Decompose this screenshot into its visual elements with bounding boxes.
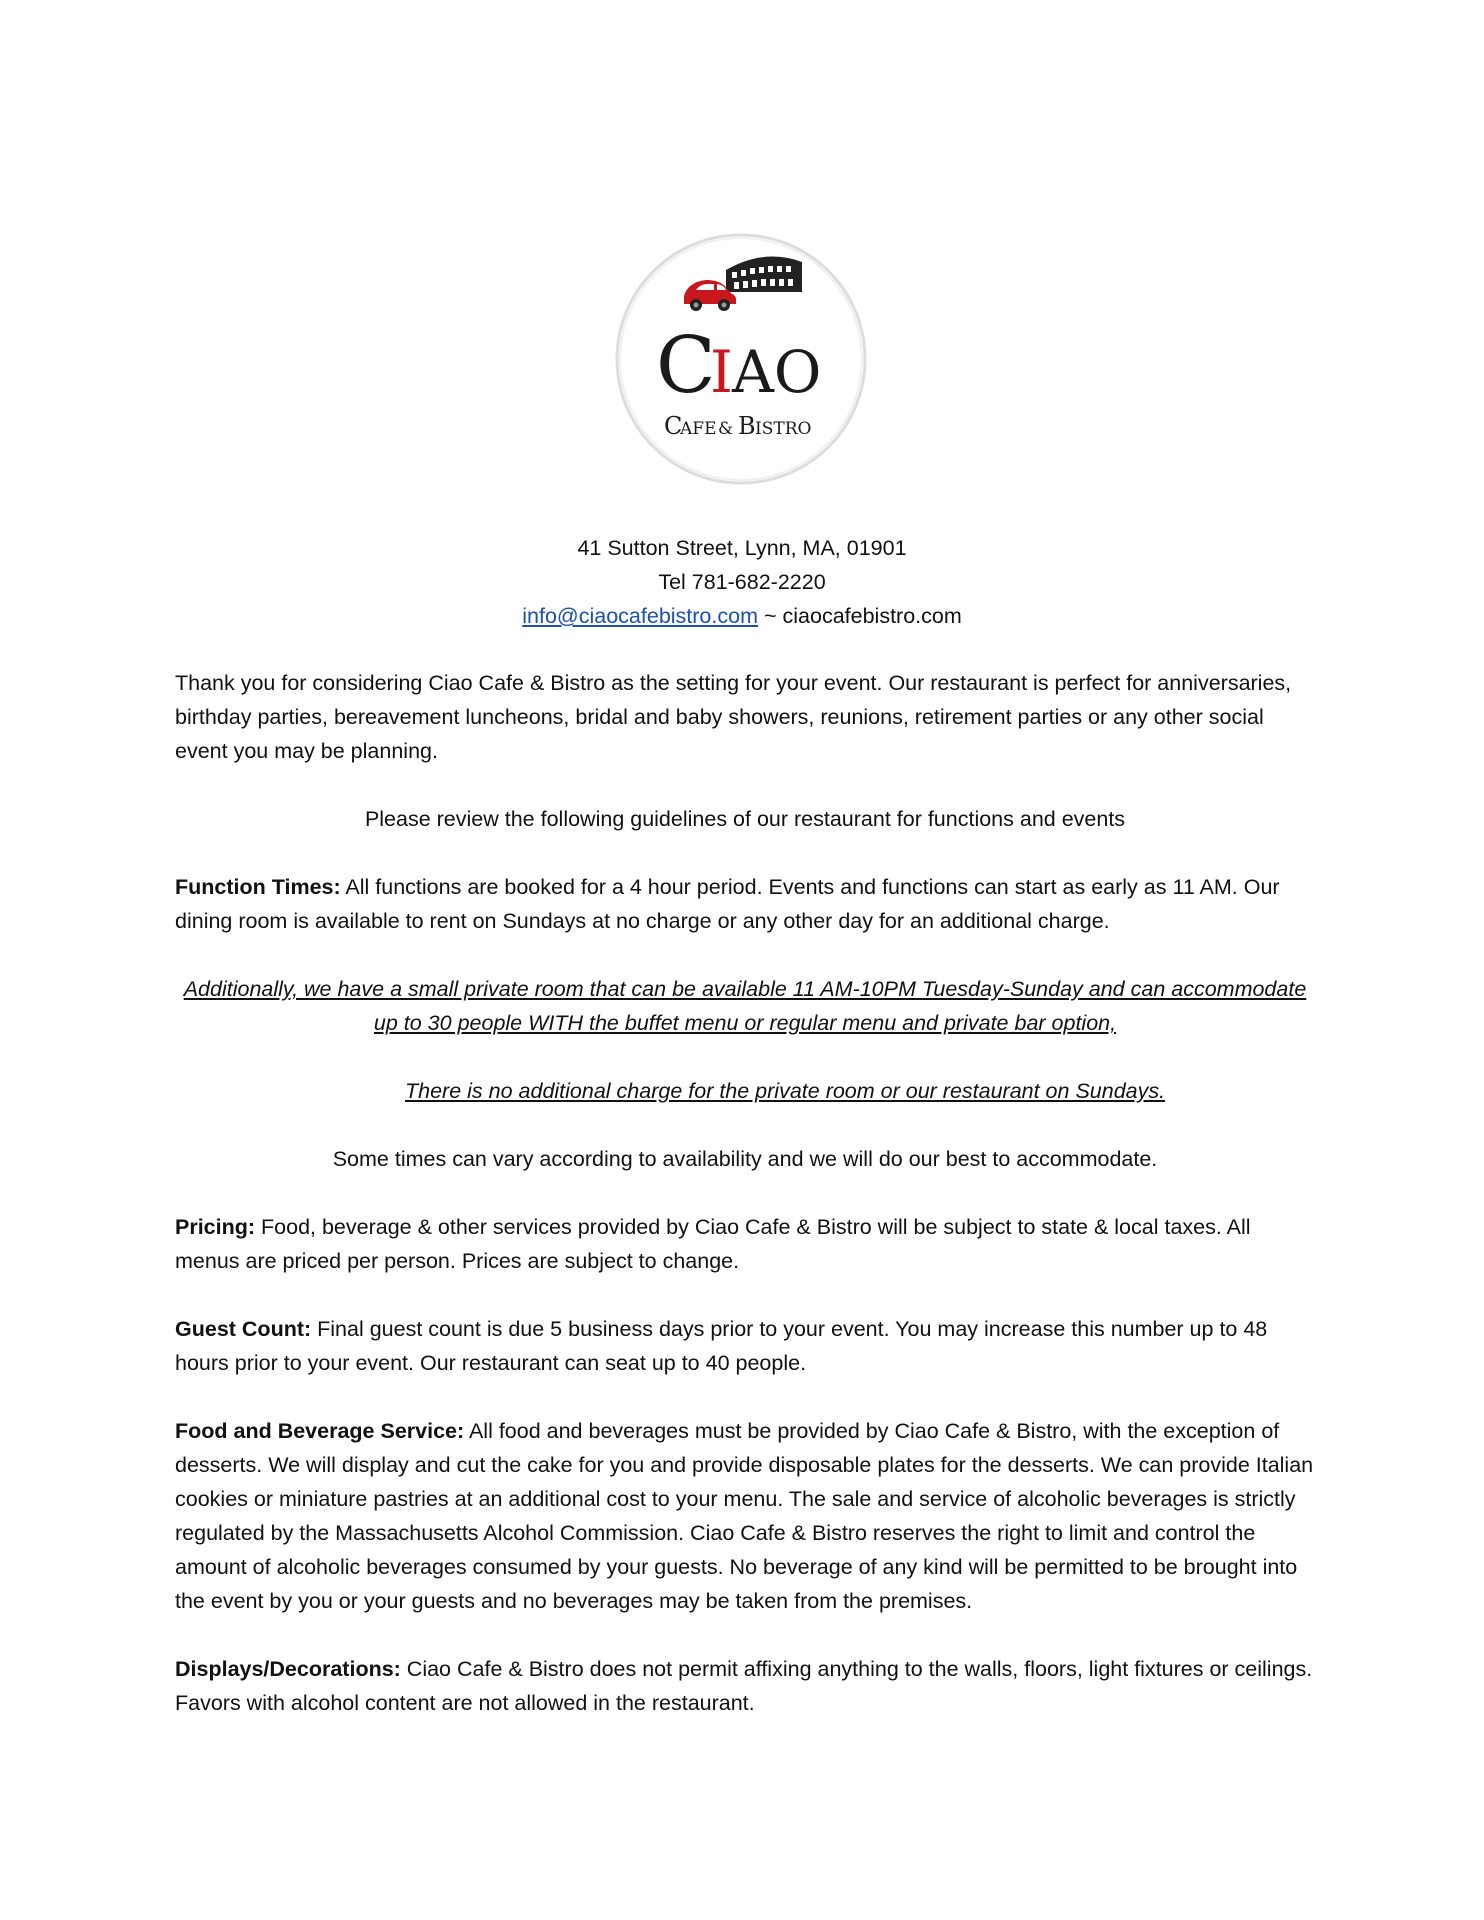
address: 41 Sutton Street, Lynn, MA, 01901 [577, 536, 907, 560]
food-beverage-paragraph [175, 1414, 1315, 1618]
displays-paragraph [175, 1652, 1315, 1720]
contact-block [0, 531, 1484, 633]
guest-count-text: Final guest count is due 5 business days prior to your event. You may increase this number up to 48 hours prior to your event. Our restaurant can seat up to 40 people. [175, 1317, 1268, 1375]
food-beverage-heading: Food and Beverage Service: [175, 1419, 465, 1443]
svg-text:B: B [738, 412, 756, 440]
logo-wordmark [656, 321, 821, 440]
availability-line: Some times can vary according to availability and we will do our best to accommodate. [332, 1147, 1158, 1171]
guidelines-body [175, 666, 1315, 1754]
pricing-heading: Pricing: [175, 1215, 256, 1239]
function-times-heading: Function Times: [175, 875, 341, 899]
email-link[interactable]: info@ciaocafebistro.com [522, 604, 758, 628]
svg-text:&: & [718, 419, 734, 439]
svg-text:AO: AO [732, 338, 822, 406]
ciao-logo [614, 232, 868, 486]
private-room-notice: Additionally, we have a small private room that can be available 11 AM-10PM Tuesday-Sunday and can accommodate up to 30 people WITH the buffet menu or regular menu and private bar option, [183, 977, 1307, 1035]
svg-text:AFE: AFE [680, 419, 717, 439]
email-website-line [0, 599, 1484, 633]
pricing-text: Food, beverage & other services provided by Ciao Cafe & Bistro will be subject to state & local taxes. All menus are priced per person. Prices are subject to change. [175, 1215, 1251, 1273]
function-times-text: All functions are booked for a 4 hour period. Events and functions can start as early as 11 AM. Our dining room is available to rent on Sundays at no charge or any other day for an additional charge. [175, 875, 1280, 933]
separator: ~ [757, 604, 783, 628]
function-times-paragraph [175, 870, 1315, 938]
svg-text:I: I [710, 338, 733, 406]
displays-heading: Displays/Decorations: [175, 1657, 401, 1681]
website: ciaocafebistro.com [782, 604, 962, 628]
pricing-paragraph [175, 1210, 1315, 1278]
logo-emblem [614, 232, 868, 486]
intro-paragraph: Thank you for considering Ciao Cafe & Bistro as the setting for your event. Our restaurant is perfect for anniversaries, birthday parties, bereavement luncheons, bridal and baby showers, reunions, retirement parties or any other social event you may be planning. [175, 671, 1292, 763]
no-charge-notice: There is no additional charge for the private room or our restaurant on Sundays. [405, 1079, 1166, 1103]
svg-text:ISTRO: ISTRO [755, 419, 812, 439]
review-line: Please review the following guidelines of our restaurant for functions and events [364, 807, 1126, 831]
guest-count-paragraph [175, 1312, 1315, 1380]
displays-text: Ciao Cafe & Bistro does not permit affixing anything to the walls, floors, light fixtures or ceilings. Favors with alcohol content are not allowed in the restaurant. [175, 1657, 1313, 1715]
food-beverage-text: All food and beverages must be provided by Ciao Cafe & Bistro, with the exception of desserts. We will display and cut the cake for you and provide disposable plates for the desserts. We can provide Italian cookies or miniature pastries at an additional cost to your menu. The sale and service of alcoholic beverages is strictly regulated by the Massachusetts Alcohol Commission. Ciao Cafe & Bistro reserves the right to limit and control the amount of alcoholic beverages consumed by your guests. No beverage of any kind will be permitted to be brought into the event by you or your guests and no beverages may be taken from the premises. [175, 1419, 1314, 1613]
phone: Tel 781-682-2220 [658, 570, 826, 594]
svg-text:C: C [664, 412, 683, 440]
guest-count-heading: Guest Count: [175, 1317, 312, 1341]
svg-text:C: C [656, 321, 716, 411]
